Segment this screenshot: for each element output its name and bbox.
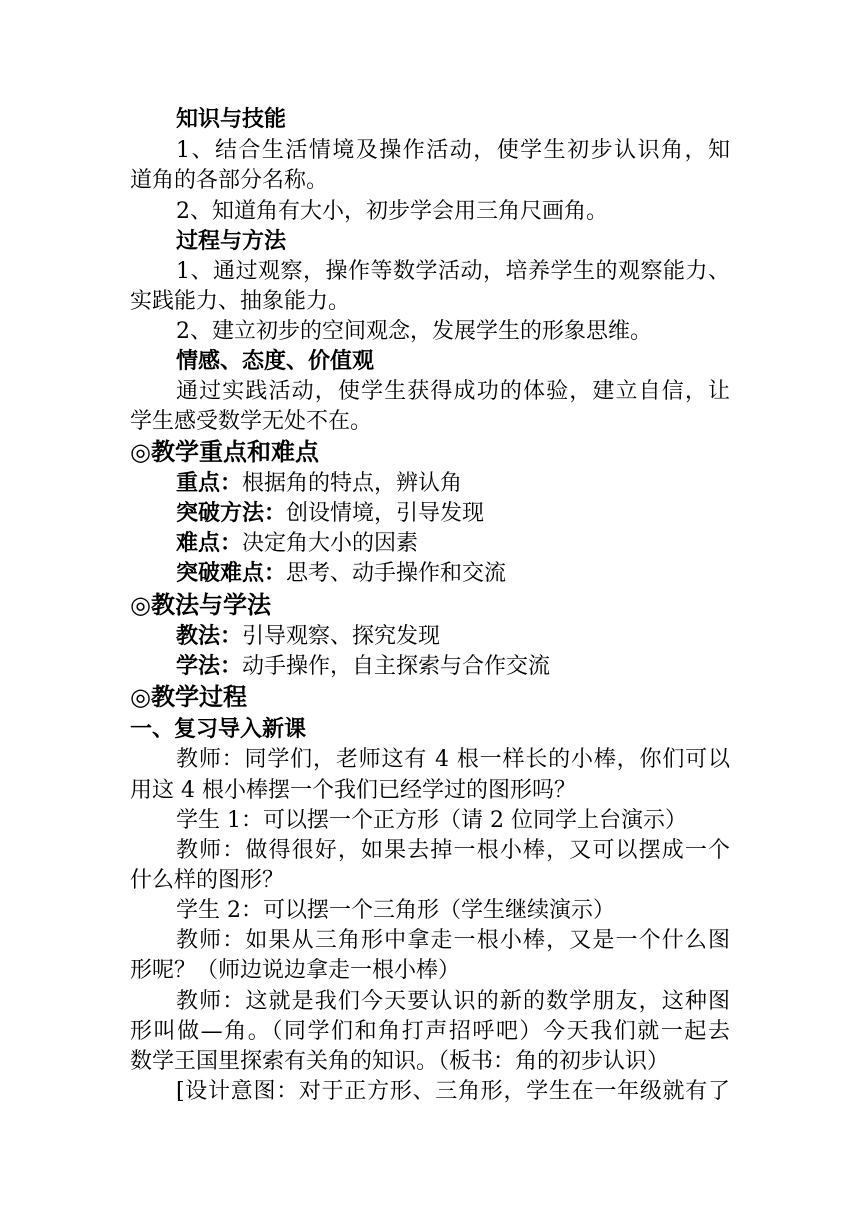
process-section-heading: ◎教学过程 [130, 682, 247, 711]
teaching-method-label: 教法： [176, 623, 243, 649]
process-paragraph-line: 教师：做得很好，如果去掉一根小棒，又可以摆成一个 [176, 838, 730, 863]
difficulty-label: 难点： [176, 530, 243, 556]
process-paragraph-line: 用这 4 根小棒摆一个我们已经学过的图形吗？ [130, 778, 576, 803]
focus-row [176, 468, 776, 498]
process-paragraph-line: 形呢？（师边说边拿走一根小棒） [130, 958, 461, 983]
process-method-title: 过程与方法 [176, 228, 287, 254]
key-points-heading: ◎教学重点和难点 [130, 437, 319, 466]
learning-method-row [176, 651, 776, 681]
focus-method-label: 突破方法： [176, 500, 287, 526]
learning-method-text: 动手操作，自主探索与合作交流 [242, 654, 551, 679]
teaching-method-row [176, 621, 776, 651]
knowledge-item-1-line-1: 1、结合生活情境及操作活动，使学生初步认识角，知 [176, 138, 730, 163]
emotion-values-title: 情感、态度、价值观 [176, 348, 375, 374]
process-paragraph-line: 数学王国里探索有关角的知识。（板书：角的初步认识） [130, 1049, 670, 1074]
focus-method-text: 创设情境，引导发现 [286, 501, 485, 526]
emotion-line-2: 学生感受数学无处不在。 [130, 409, 373, 434]
process-paragraph-line: [设计意图：对于正方形、三角形，学生在一年级就有了 [176, 1079, 730, 1104]
process-paragraph-line: 教师：同学们，老师这有 4 根一样长的小棒，你们可以 [176, 747, 730, 772]
knowledge-item-2: 2、知道角有大小，初步学会用三角尺画角。 [176, 199, 608, 224]
difficulty-row [176, 528, 776, 558]
difficulty-text: 决定角大小的因素 [242, 531, 419, 556]
knowledge-item-1-line-2: 道角的各部分名称。 [130, 168, 329, 193]
process-paragraph-line: 学生 1：可以摆一个正方形（请 2 位同学上台演示） [176, 808, 687, 833]
process-paragraph-line: 学生 2：可以摆一个三角形（学生继续演示） [176, 898, 615, 923]
learning-method-label: 学法： [176, 653, 243, 679]
process-item-2: 2、建立初步的空间观念，发展学生的形象思维。 [176, 319, 652, 344]
process-paragraph-line: 形叫做—角。（同学们和角打声招呼吧）今天我们就一起去 [130, 1019, 730, 1044]
focus-method-row [176, 498, 776, 528]
process-paragraph-line: 什么样的图形？ [130, 868, 285, 893]
knowledge-skills-title: 知识与技能 [176, 106, 287, 132]
process-subheading: 一、复习导入新课 [130, 716, 307, 742]
process-item-1-line-2: 实践能力、抽象能力。 [130, 289, 351, 314]
focus-text: 根据角的特点，辨认角 [242, 471, 463, 496]
methods-heading: ◎教法与学法 [130, 590, 271, 619]
teaching-method-text: 引导观察、探究发现 [242, 624, 441, 649]
difficulty-method-label: 突破难点： [176, 560, 287, 586]
emotion-line-1: 通过实践活动，使学生获得成功的体验，建立自信，让 [176, 379, 730, 404]
focus-label: 重点： [176, 470, 243, 496]
process-paragraph-line: 教师：如果从三角形中拿走一根小棒，又是一个什么图 [176, 928, 730, 953]
process-paragraph-line: 教师：这就是我们今天要认识的新的数学朋友，这种图 [176, 989, 730, 1014]
difficulty-method-text: 思考、动手操作和交流 [286, 561, 507, 586]
difficulty-method-row [176, 558, 776, 588]
process-item-1-line-1: 1、通过观察，操作等数学活动，培养学生的观察能力、 [176, 259, 730, 284]
